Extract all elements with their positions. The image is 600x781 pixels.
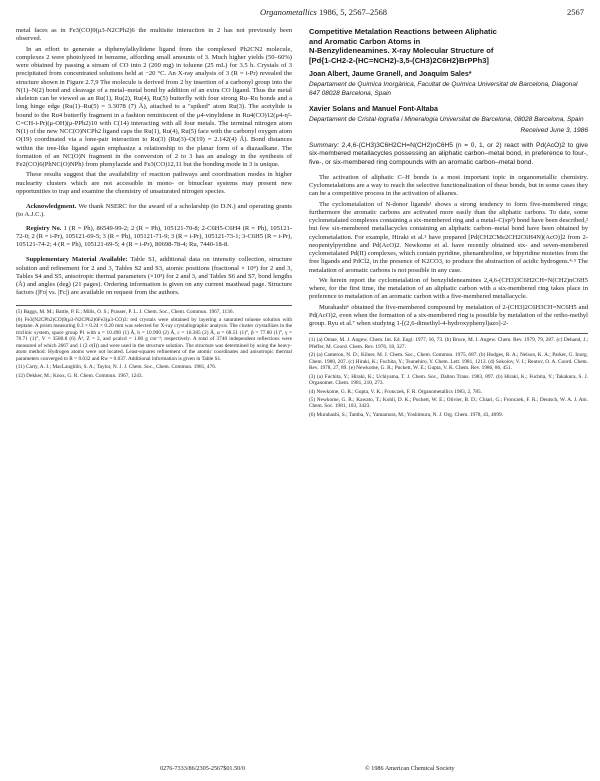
reference-item: (11) Carty, A. J.; MacLaughlin, S. A.; Taylor, N. J. J. Chem. Soc., Chem. Commun. 1981, 476.: [16, 364, 217, 371]
footnote-rule: [16, 305, 292, 306]
journal-citation: [260, 7, 387, 17]
reference-item: (6) Fe3(N2CPh2)CO)9(μ3-N2CPh2)6Fe3(μ3-CO)3: red crystals were obtained by layering a saturated toluene solution with heptane. A prism measuring 0.3 × 0.24 × 0.20 mm was selected for X-ray crystallographic analysis. The cluster crystallizes in the triclinic system, space group P1 with a = 10.490 (1) Å, b = 10.990 (2) Å, c = 16.385 (2) Å, α = 68.51 (1)°, β = 77.80 (1)°, γ = 70.71 (1)°, V = 3580.8 (6) Å³, Z = 2, and ρcalcd = 1.80 g cm⁻³; respectively. A total of 3740 independent reflections were measured of which 2667 and 1 (2 σ(I)) and were used in the structure solution. The structure was determined by using the heavy-atom method. Hydrogen atoms were not located. Least-squares refinement of the atomic coordinates and anisotropic thermal parameters converged to R = 0.032 and Rw = 0.037. Additional information is given in Table S1.: [16, 316, 292, 362]
affiliation-2: Departament de Cristal·lografia i Mineralogia Universitat de Barcelona, 08028 Barcelona, Spain: [309, 115, 584, 123]
footnote-rule: [309, 333, 588, 334]
acknowledgment: [16, 203, 292, 220]
registry-title: Registry No.: [26, 224, 62, 232]
paragraph: In an effort to generate a diphenylalkylidene ligand from the complexed Ph2CN2 molecule, complexes 2 were photolyzed in benzene, affording small amounts of 3. Much higher yields (50–60%) were obtained by passing a stream of CO into 2 (200 mg) in toluene (25 mL) for 3.5 h. Crystals of 3 precipitated from concentrated solutions held at −20 °C. An X-ray analysis of 3 (R = i-Pr) revealed the structure shown in Figure 2.7,9 The molecule is derived from 2 by insertion of a carbonyl group into the N(1)–N(2) bond and cleavage of a metal–metal bond by addition of an extra CO ligand. Thus the metal skeleton can be viewed as an Ru(1), Ru(2), Ru(4), Ru(5) butterfly with four strong Ru–Ru bonds and a long hinge edge (Ru(1)–Ru(5) = 3.3078 (7) Å), attached to a "spiked" atom Ru(3). The acetylide is bound to the Ru4 butterfly fragment in a fashion reminiscent of the μ4-vinylidene in Ru4(CO)12(μ4-η²-C=CH-i-Pr)(μ-OH)(μ-PPh2)10 with C(14) interacting with all four metals. The terminal nitrogen atom N(1) of the new NCC(O)NCPh2 ligand caps the Ru(1), Ru(4), Ru(5) face with the carbonyl oxygen atom O(19) coordinated via a lone-pair interaction to Ru(3) (Ru(3)–O(19) = 2.142(4) Å). Bond distances within the tree-like ligand again emphasize a relationship to the planar form of a diazaalkane. The formation of an NC(O)N fragment in the conversion of 2 to 3 has an analogy in the synthesis of Fe2(CO)6(PhNC(O)NPh) from phenylazide and Fe3(CO)12,11 but the bonding mode in 3 is unique.: [16, 45, 292, 168]
paragraph: The cyclometalation of N-donor ligands¹ shows a strong tendency to form five-membered rings; furthermore the aromatic carbons are activated more easily than the aliphatic carbons. To date, some cyclometalated complexes containing a six-membered ring and a metal–C(sp³) bond have been described,² but few six-membered metallacycles containing an aliphatic carbon–metal bond have been obtained by cyclometalation. For example, Hiraki et al.³ have prepared [Pd(CH2CMe2CH2C6H4N)(AcO)]2 from 2-neopentylpyridine and Pd(AcO)2. Newkome et al. have recently obtained six- and seven-membered cyclometalated Pd(II) complexes, which contain pyridine, phenanthroline, or bipyridine moieties from the free ligands and PdCl2, in the presence of K2CO3, to produce the abstraction of acidic hydrogens.⁴·⁵ The metalation of aromatic carbons is not possible in any case.: [309, 200, 588, 274]
reference-item: (1) (a) Omae, M. J. Angew. Chem. Int. Ed. Engl. 1977, 16, 73. (b) Bruce, M. I. Angew. Chem. Rev. 1979, 79, 287. (c) Dehand, J.; Pfeffer, M. Coord. Chem. Rev. 1976, 18, 327.: [309, 337, 588, 350]
authors-group-2: Xavier Solans and Manuel Font-Altaba: [309, 104, 438, 113]
left-column: [16, 27, 292, 379]
volume-line: 1986, 5, 2567–2568: [318, 7, 387, 17]
registry-text: 1 (R = Ph), 86549-99-2; 2 (R = Ph), 105121-70-8; 2-C6H5-C6H4 (R = Ph), 105121-72-0; 2 (R = i-Pr), 105121-69-5; 3 (R = Ph), 105121-71-9; 3 (R = i-Pr), 105121-73-1; 3-C6H5 (R = i-Pr), 105121-74-2; 4 (R = Ph), 105121-69-5; 4 (R = i-Pr), 80698-78-4; Ru, 7440-18-8.: [16, 224, 292, 248]
reference-item: (6) Murahashi, S.; Tamba, Y.; Yamamura, M.; Yoshimura, N. J. Org. Chem. 1978, 43, 4099.: [309, 411, 503, 418]
summary-label: Summary:: [309, 141, 340, 149]
journal-name: Organometallics: [260, 7, 317, 17]
supplementary-text: Table S1, additional data on intensity collection, structure solution and refinement for 2 and 3, Tables S2 and S3, atomic positions (fractional × 10⁴) for 2 and 3, Tables S4 and S5, anisotropic thermal parameters (×10³) for 2 and 3, and Tables S6 and S7, bond lengths (Å) and angles (deg) (21 pages). Ordering information is given on any current masthead page. Structure factors (|Fo| vs. |Fc|) are available on request from the authors.: [16, 256, 292, 297]
summary-text: 2,4,6-(CH3)3C6H2CH=N(CH2)nC6H5 (n = 0, 1, or 2) react with Pd(AcO)2 to give six-membered metallacycles possessing an aliphatic carbon–metal bond, in preference to four-, five-, or six-membered ring compounds with an aromatic carbon–metal bond.: [309, 141, 588, 166]
reference-item: (5) Baggs, M. M.; Battle, P. E.; Mills, O. S.; Prasser, P. L. J. Chem. Soc., Chem. Commun. 1967, 1136.: [16, 308, 234, 315]
copyright: © 1986 American Chemical Society: [365, 765, 455, 772]
paragraph: We herein report the cyclometalation of benzylideneamines 2,4,6-(CH3)3C6H2CH=N(CH2)nC6H5 where, for the first time, the metalation of an aliphatic carbon with a six-membered ring takes place in preference to metalation of an aromatic carbon with a five-membered metallacycle.: [309, 276, 588, 301]
running-head: [0, 7, 600, 19]
authors-group-1: Joan Albert, Jaume Granell, and Joaquím Sales*: [309, 70, 472, 79]
reference-item: (12) Dekker, M.; Knox, G. R. Chem. Commun. 1967, 1243.: [16, 372, 143, 379]
reference-item: (4) Newkome, G. R.; Gupta, V. K.; Fronczek, F. R. Organometallics 1983, 2, 785.: [309, 388, 483, 395]
article-title: [309, 27, 588, 65]
supplementary-material: [16, 256, 292, 297]
right-references: [309, 337, 588, 418]
paragraph: Murahashi⁶ obtained the five-membered compound by metalation of 2-(CH3)2C6H3CH=NC6H5 and Pd(AcO)2, even when the formation of a six-membered ring is possible by metalation of the ortho-methyl group. Ryu et al.⁷ when studying 1-[(2,6-dimethyl-4-hydroxyphenyl)azo]-2-: [309, 303, 588, 328]
registry-numbers: [16, 225, 292, 250]
acknowledgment-title: Acknowledgment.: [26, 203, 77, 210]
affiliation-1: Departament de Química Inorgànica, Facultat de Química Universitat de Barcelona, Diagonal 647 08028 Barcelona, Spain: [309, 81, 578, 97]
page-number: 2567: [567, 7, 584, 17]
acknowledgment-text: We thank NSERC for the award of a scholarship (to D.N.) and operating grants (to A.J.C.).: [16, 203, 292, 219]
title-line: N-Benzylideneamines. X-ray Molecular Structure of: [309, 46, 494, 56]
paragraph: These results suggest that the availability of reaction pathways and coordination modes in higher nuclearity clusters which are not accessible in mono- or binuclear systems may present new opportunities to trap and examine the chemistry of unsaturated nitrogen species.: [16, 171, 292, 195]
supplementary-title: Supplementary Material Available:: [26, 256, 128, 264]
title-line: and Aromatic Carbon Atoms in: [309, 36, 421, 46]
reference-item: (5) Newkome, G. R.; Kawato, T.; Kohli, D. K.; Puckett, W. E.; Olivier, B. D.; Chiari, G.; Fronczek, F. R.; Deutsch, W. A. J. Am. Chem. Soc. 1981, 103, 3423.: [309, 397, 588, 410]
paragraph: metal faces as in Fe3(CO)9(μ3-N2CPh2)6 the multisite interaction in 2 has not previously been observed.: [16, 27, 292, 43]
title-line: [Pd{1-CH2-2-(HC=NCH2)-3,5-(CH3)2C6H2}BrPPh3]: [309, 55, 489, 65]
paragraph: The activation of aliphatic C–H bonds is a most important topic in organometallic chemistry. Cyclometalations are a way to reach the selective functionalization of these bonds, but in some cases they can be a competitive process in the activation of alkanes.: [309, 173, 588, 198]
reference-item: (3) (a) Fuchita, Y.; Hiraki, K.; Uchiyama, T. J. Chem. Soc., Dalton Trans. 1983, 897. (b) Hiraki, K.; Fuchita, Y.; Takakura, S. J. Organomet. Chem. 1981, 210, 273.: [309, 373, 588, 387]
title-line: Competitive Metalation Reactions between Aliphatic: [309, 27, 497, 36]
right-column: [309, 27, 588, 418]
left-references: [16, 309, 292, 380]
summary: [309, 142, 588, 167]
article-code: 0276-7333/86/2305-2567$01.50/0: [160, 765, 246, 772]
reference-item: (2) (a) Cameron, N. D.; Kilner, M. J. Chem. Soc., Chem. Commun. 1975, 687. (b) Hodges, R. A.; Nelson, K. A.; Parker, G. Inorg. Chem. 1980, 207. (c) Hiraki, K.; Fuchita, Y.; Tsunehiro, Y. Chem. Lett. 1981, 1213. (d) Sokolov, V. I.; Reutov, O. A. Coord. Chem. Rev. 1978, 27, 89. (e) Newkome, G. R.; Puckett, W. E.; Gupta, V. K. Chem. Rev. 1986, 86, 451.: [309, 352, 588, 372]
page-footer: [0, 765, 600, 775]
received-date: Received June 3, 1986: [520, 126, 588, 134]
